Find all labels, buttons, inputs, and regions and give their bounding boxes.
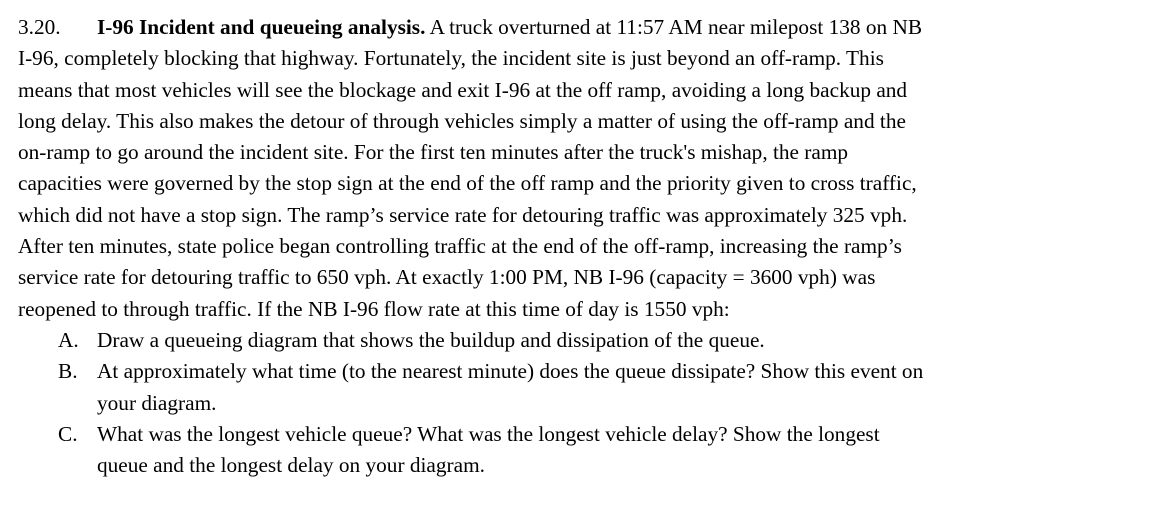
problem-text-line: means that most vehicles will see the blockage and exit I-96 at the off ramp, avoiding a long backup and: [18, 77, 908, 102]
part-letter: C.: [58, 421, 78, 446]
problem-title: I-96 Incident and queueing analysis.: [97, 15, 426, 39]
problem-text-line: on-ramp to go around the incident site. For the first ten minutes after the truck's mishap, the ramp: [18, 140, 849, 165]
problem-text-line: long delay. This also makes the detour of through vehicles simply a matter of using the off-ramp and the: [18, 108, 906, 133]
part-letter: B.: [58, 359, 78, 384]
part-text-line: Draw a queueing diagram that shows the buildup and dissipation of the queue.: [97, 327, 765, 352]
part-text-line: queue and the longest delay on your diagram.: [97, 453, 485, 478]
problem-text-line: service rate for detouring traffic to 650 vph. At exactly 1:00 PM, NB I-96 (capacity = 3600 vph) was: [18, 265, 876, 290]
part-text-line: your diagram.: [97, 390, 217, 415]
question-parts-list: [18, 325, 1138, 481]
problem-text-line: After ten minutes, state police began controlling traffic at the end of the off-ramp, increasing the ramp’s: [18, 234, 902, 259]
problem-number: 3.20.: [18, 15, 61, 39]
problem-text-line: reopened to through traffic. If the NB I-96 flow rate at this time of day is 1550 vph:: [18, 296, 730, 321]
problem-statement: [18, 12, 1138, 481]
question-part-b: [18, 356, 1138, 419]
problem-text-line: I-96, completely blocking that highway. Fortunately, the incident site is just beyond an off-ramp. This: [18, 46, 884, 71]
question-part-a: [18, 325, 1138, 356]
problem-header-line: [18, 12, 1138, 43]
question-part-c: [18, 419, 1138, 482]
problem-text-line: capacities were governed by the stop sign at the end of the off ramp and the priority given to cross traffic,: [18, 171, 917, 196]
problem-text-line: which did not have a stop sign. The ramp’s service rate for detouring traffic was approximately 325 vph.: [18, 202, 908, 227]
problem-text-line: A truck overturned at 11:57 AM near milepost 138 on NB: [425, 15, 923, 39]
part-letter: A.: [58, 327, 79, 352]
part-text-line: At approximately what time (to the nearest minute) does the queue dissipate? Show this event on: [97, 359, 924, 384]
part-text-line: What was the longest vehicle queue? What was the longest vehicle delay? Show the longest: [97, 421, 880, 446]
